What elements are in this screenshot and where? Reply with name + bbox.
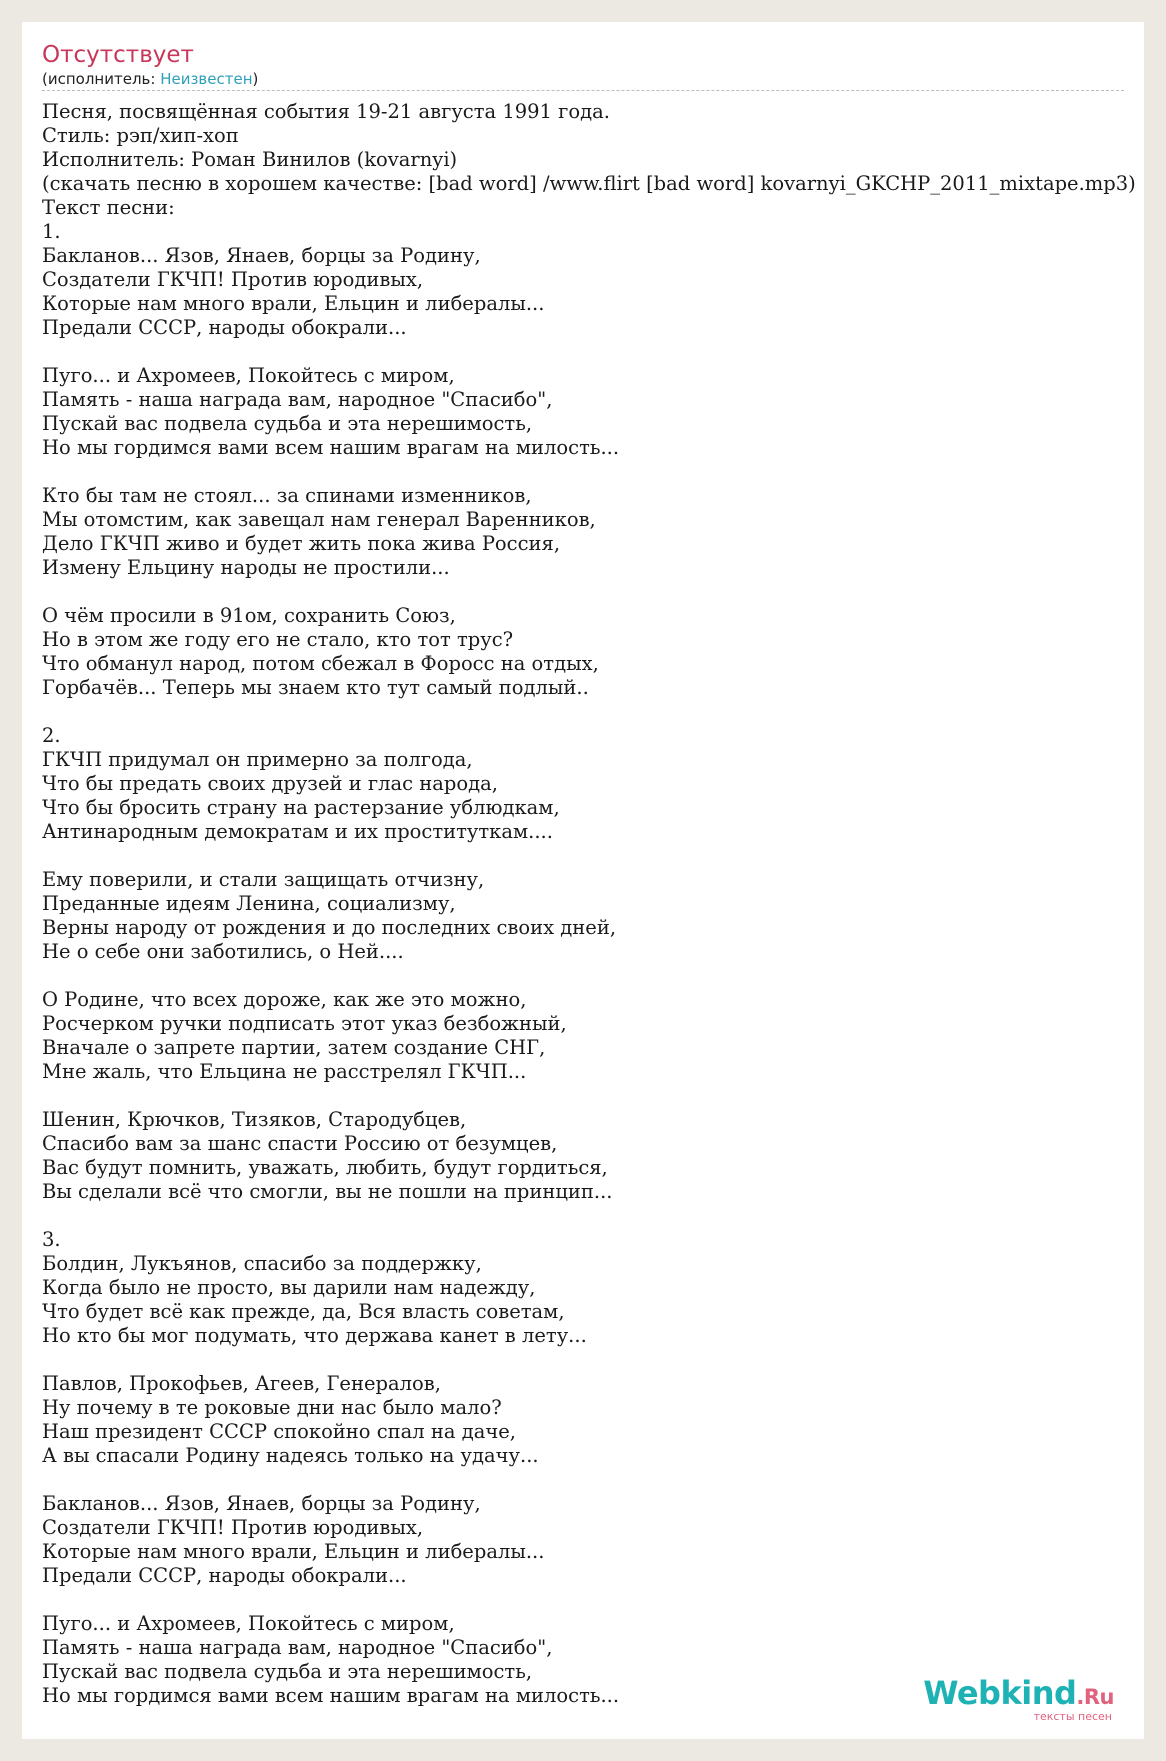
- artist-prefix: (исполнитель:: [42, 70, 161, 88]
- logo-tld: .Ru: [1076, 1685, 1114, 1709]
- lyrics-page: [22, 22, 1144, 1739]
- artist-suffix: ): [252, 70, 259, 88]
- artist-line: [42, 70, 1124, 88]
- song-header: [42, 40, 1124, 88]
- artist-link[interactable]: Неизвестен: [160, 70, 253, 88]
- site-logo[interactable]: [923, 1676, 1114, 1723]
- header-divider: [42, 90, 1124, 91]
- logo-wordmark: Webkind: [923, 1674, 1077, 1712]
- song-title: Отсутствует: [42, 42, 194, 68]
- logo-tagline: тексты песен: [1033, 1710, 1112, 1723]
- lyrics-text: Песня, посвящённая события 19-21 августа 1991 года. Стиль: рэп/хип-хоп Исполнитель: Роман Винилов (kovarnyi) (скачать песню в хорошем качестве: [bad word] /www.flirt [bad word] kovarnyi_GKCHP_2011_mixtape.mp3) Текст песни: 1. Бакланов... Язов, Янаев, борцы за Родину, Создатели ГКЧП! Против юродивых, Которые нам много врали, Ельцин и либералы... Предали СССР, народы обокрали... Пуго... и Ахромеев, Покойтесь с миром, Память - наша награда вам, народное "Спасибо", Пускай вас подвела судьба и эта нерешимость, Но мы гордимся вами всем нашим врагам на милость... Кто бы там не стоял... за спинами изменников, Мы отомстим, как завещал нам генерал Варенников, Дело ГКЧП живо и будет жить пока жива Россия, Измену Ельцину народы не простили... О чём просили в 91ом, сохранить Союз, Но в этом же году его не стало, кто тот трус? Что обманул народ, потом сбежал в Форосс на отдых, Горбачёв... Теперь мы знаем кто тут самый подлый.. 2. ГКЧП придумал он примерно за полгода, Что бы предать своих друзей и глас народа, Что бы бросить страну на растерзание ублюдкам, Антинародным демократам и их проституткам.... Ему поверили, и стали защищать отчизну, Преданные идеям Ленина, социализму, Верны народу от рождения и до последних своих дней, Не о себе они заботились, о Ней.... О Родине, что всех дороже, как же это можно, Росчерком ручки подписать этот указ безбожный, Вначале о запрете партии, затем создание СНГ, Мне жаль, что Ельцина не расстрелял ГКЧП... Шенин, Крючков, Тизяков, Стародубцев, Спасибо вам за шанс спасти Россию от безумцев, Вас будут помнить, уважать, любить, будут гордиться, Вы сделали всё что смогли, вы не пошли на принцип... 3. Болдин, Лукъянов, спасибо за поддержку, Когда было не просто, вы дарили нам надежду, Что будет всё как прежде, да, Вся власть советам, Но кто бы мог подумать, что держава канет в лету... Павлов, Прокофьев, Агеев, Генералов, Ну почему в те роковые дни нас было мало? Наш президент СССР спокойно спал на даче, А вы спасали Родину надеясь только на удачу... Бакланов... Язов, Янаев, борцы за Родину, Создатели ГКЧП! Против юродивых, Которые нам много врали, Ельцин и либералы... Предали СССР, народы обокрали... Пуго... и Ахромеев, Покойтесь с миром, Память - наша награда вам, народное "Спасибо", Пускай вас подвела судьба и эта нерешимость, Но мы гордимся вами всем нашим врагам на милость...: [42, 100, 1136, 1707]
